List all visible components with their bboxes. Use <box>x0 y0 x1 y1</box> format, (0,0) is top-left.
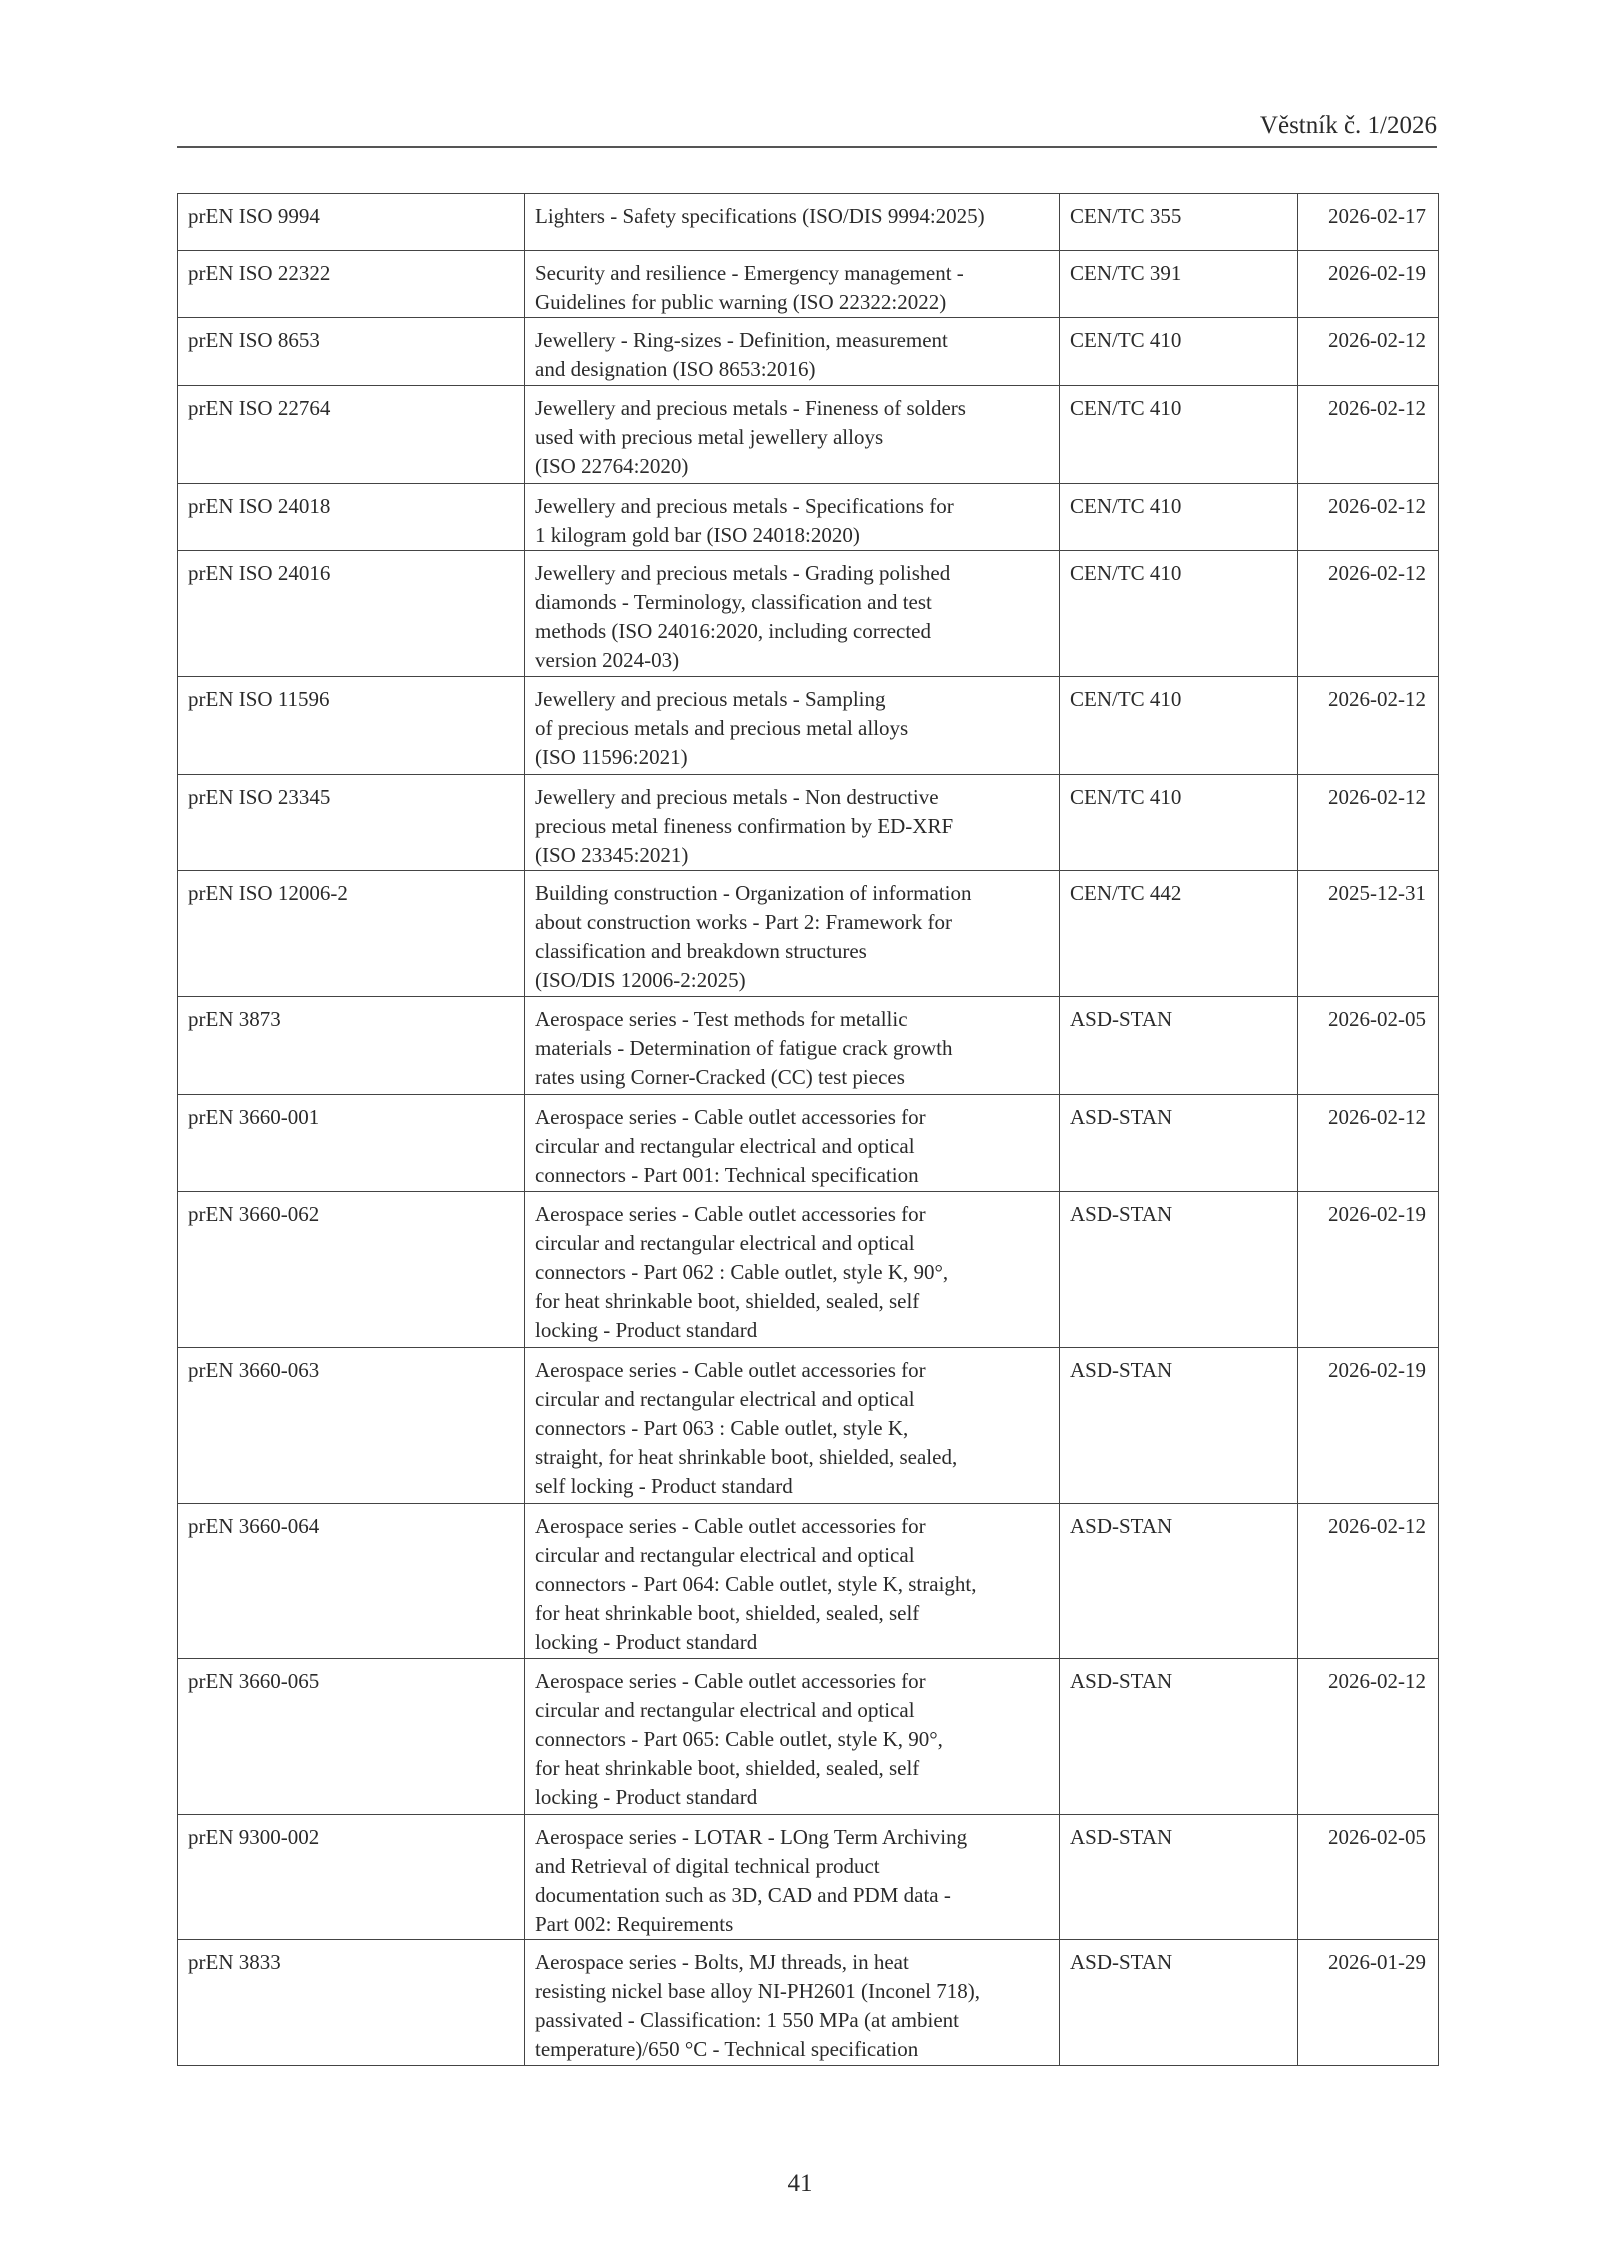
title-line: locking - Product standard <box>535 1318 758 1342</box>
title-line: circular and rectangular electrical and optical <box>535 1231 915 1255</box>
technical-committee: CEN/TC 442 <box>1060 871 1298 997</box>
table-row <box>178 1095 1439 1192</box>
standard-title <box>525 551 1060 677</box>
title-line: circular and rectangular electrical and optical <box>535 1134 915 1158</box>
standard-code: prEN 3660-064 <box>178 1504 525 1659</box>
table-row <box>178 1815 1439 1940</box>
standard-title <box>525 318 1060 386</box>
standard-code: prEN ISO 22764 <box>178 386 525 484</box>
title-line: materials - Determination of fatigue crack growth <box>535 1036 953 1060</box>
standard-code: prEN ISO 11596 <box>178 677 525 775</box>
deadline-date: 2026-02-12 <box>1298 484 1439 551</box>
title-line: connectors - Part 063 : Cable outlet, style K, <box>535 1416 909 1440</box>
title-line: documentation such as 3D, CAD and PDM data - <box>535 1883 951 1907</box>
title-line: temperature)/650 °C - Technical specification <box>535 2037 919 2061</box>
title-line: version 2024-03) <box>535 648 680 672</box>
title-line: Aerospace series - Cable outlet accessories for <box>535 1514 926 1538</box>
technical-committee: ASD-STAN <box>1060 1504 1298 1659</box>
standard-title <box>525 386 1060 484</box>
standard-title <box>525 997 1060 1095</box>
standard-title <box>525 194 1060 251</box>
title-line: diamonds - Terminology, classification and test <box>535 590 932 614</box>
standard-title <box>525 1659 1060 1815</box>
title-line: circular and rectangular electrical and optical <box>535 1387 915 1411</box>
title-line: locking - Product standard <box>535 1785 758 1809</box>
header-divider <box>177 146 1437 148</box>
standard-title <box>525 871 1060 997</box>
title-line: Aerospace series - Cable outlet accessories for <box>535 1202 926 1226</box>
deadline-date: 2026-02-05 <box>1298 997 1439 1095</box>
standard-title <box>525 1192 1060 1348</box>
title-line: passivated - Classification: 1 550 MPa (at ambient <box>535 2008 959 2032</box>
table-row <box>178 1192 1439 1348</box>
standard-title <box>525 251 1060 318</box>
technical-committee: CEN/TC 410 <box>1060 551 1298 677</box>
table-row <box>178 318 1439 386</box>
title-line: Aerospace series - LOTAR - LOng Term Archiving <box>535 1825 968 1849</box>
title-line: (ISO/DIS 12006-2:2025) <box>535 968 746 992</box>
deadline-date: 2025-12-31 <box>1298 871 1439 997</box>
deadline-date: 2026-02-12 <box>1298 386 1439 484</box>
technical-committee: ASD-STAN <box>1060 1815 1298 1940</box>
technical-committee: CEN/TC 410 <box>1060 318 1298 386</box>
title-line: classification and breakdown structures <box>535 939 867 963</box>
title-line: for heat shrinkable boot, shielded, sealed, self <box>535 1756 920 1780</box>
title-line: 1 kilogram gold bar (ISO 24018:2020) <box>535 523 860 547</box>
standard-code: prEN ISO 9994 <box>178 194 525 251</box>
deadline-date: 2026-02-19 <box>1298 251 1439 318</box>
table-row <box>178 194 1439 251</box>
title-line: Aerospace series - Cable outlet accessories for <box>535 1669 926 1693</box>
title-line: Guidelines for public warning (ISO 22322:2022) <box>535 290 947 314</box>
technical-committee: ASD-STAN <box>1060 997 1298 1095</box>
deadline-date: 2026-02-12 <box>1298 551 1439 677</box>
table-row <box>178 1348 1439 1504</box>
title-line: about construction works - Part 2: Framework for <box>535 910 952 934</box>
deadline-date: 2026-02-12 <box>1298 775 1439 871</box>
standard-code: prEN ISO 23345 <box>178 775 525 871</box>
deadline-date: 2026-02-19 <box>1298 1192 1439 1348</box>
technical-committee: ASD-STAN <box>1060 1348 1298 1504</box>
title-line: Part 002: Requirements <box>535 1912 734 1936</box>
title-line: Aerospace series - Cable outlet accessories for <box>535 1358 926 1382</box>
standard-code: prEN ISO 24016 <box>178 551 525 677</box>
technical-committee: CEN/TC 355 <box>1060 194 1298 251</box>
standard-code: prEN 3660-065 <box>178 1659 525 1815</box>
title-line: connectors - Part 001: Technical specification <box>535 1163 919 1187</box>
title-line: Aerospace series - Test methods for metallic <box>535 1007 908 1031</box>
title-line: for heat shrinkable boot, shielded, sealed, self <box>535 1289 920 1313</box>
technical-committee: ASD-STAN <box>1060 1095 1298 1192</box>
page-number: 41 <box>787 2170 813 2197</box>
table-row <box>178 997 1439 1095</box>
standard-code: prEN 3833 <box>178 1940 525 2066</box>
technical-committee: ASD-STAN <box>1060 1940 1298 2066</box>
standard-code: prEN 3660-001 <box>178 1095 525 1192</box>
title-line: methods (ISO 24016:2020, including corrected <box>535 619 932 643</box>
title-line: (ISO 23345:2021) <box>535 843 689 867</box>
standard-code: prEN ISO 22322 <box>178 251 525 318</box>
technical-committee: CEN/TC 410 <box>1060 677 1298 775</box>
title-line: resisting nickel base alloy NI-PH2601 (Inconel 718), <box>535 1979 980 2003</box>
deadline-date: 2026-02-05 <box>1298 1815 1439 1940</box>
technical-committee: CEN/TC 410 <box>1060 484 1298 551</box>
standard-code: prEN 3660-063 <box>178 1348 525 1504</box>
table-row <box>178 677 1439 775</box>
table-row <box>178 871 1439 997</box>
title-line: self locking - Product standard <box>535 1474 793 1498</box>
title-line: Jewellery - Ring-sizes - Definition, measurement <box>535 328 948 352</box>
title-line: connectors - Part 065: Cable outlet, style K, 90°, <box>535 1727 943 1751</box>
deadline-date: 2026-02-17 <box>1298 194 1439 251</box>
deadline-date: 2026-01-29 <box>1298 1940 1439 2066</box>
title-line: for heat shrinkable boot, shielded, sealed, self <box>535 1601 920 1625</box>
table-row <box>178 775 1439 871</box>
standard-title <box>525 1095 1060 1192</box>
standard-title <box>525 1348 1060 1504</box>
table-row <box>178 1940 1439 2066</box>
table-row <box>178 386 1439 484</box>
standard-code: prEN 9300-002 <box>178 1815 525 1940</box>
standard-code: prEN 3873 <box>178 997 525 1095</box>
title-line: Jewellery and precious metals - Sampling <box>535 687 886 711</box>
title-line: Jewellery and precious metals - Non destructive <box>535 785 939 809</box>
standard-title <box>525 677 1060 775</box>
title-line: circular and rectangular electrical and optical <box>535 1543 915 1567</box>
standard-title <box>525 1940 1060 2066</box>
technical-committee: CEN/TC 391 <box>1060 251 1298 318</box>
table-row <box>178 484 1439 551</box>
table-row <box>178 1659 1439 1815</box>
table-row <box>178 1504 1439 1659</box>
deadline-date: 2026-02-12 <box>1298 1659 1439 1815</box>
technical-committee: ASD-STAN <box>1060 1659 1298 1815</box>
title-line: Jewellery and precious metals - Specifications for <box>535 494 954 518</box>
standard-code: prEN 3660-062 <box>178 1192 525 1348</box>
bulletin-header: Věstník č. 1/2026 <box>1259 112 1437 139</box>
title-line: and designation (ISO 8653:2016) <box>535 357 816 381</box>
technical-committee: ASD-STAN <box>1060 1192 1298 1348</box>
standard-title <box>525 775 1060 871</box>
title-line: Jewellery and precious metals - Grading polished <box>535 561 951 585</box>
title-line: of precious metals and precious metal alloys <box>535 716 909 740</box>
title-line: Lighters - Safety specifications (ISO/DIS 9994:2025) <box>535 204 985 228</box>
title-line: Aerospace series - Bolts, MJ threads, in heat <box>535 1950 909 1974</box>
title-line: Aerospace series - Cable outlet accessories for <box>535 1105 926 1129</box>
table-row <box>178 551 1439 677</box>
title-line: (ISO 11596:2021) <box>535 745 688 769</box>
technical-committee: CEN/TC 410 <box>1060 775 1298 871</box>
title-line: locking - Product standard <box>535 1630 758 1654</box>
deadline-date: 2026-02-12 <box>1298 1504 1439 1659</box>
title-line: (ISO 22764:2020) <box>535 454 689 478</box>
standard-code: prEN ISO 24018 <box>178 484 525 551</box>
table-row <box>178 251 1439 318</box>
deadline-date: 2026-02-12 <box>1298 1095 1439 1192</box>
technical-committee: CEN/TC 410 <box>1060 386 1298 484</box>
standard-title <box>525 1815 1060 1940</box>
title-line: connectors - Part 064: Cable outlet, style K, straight, <box>535 1572 977 1596</box>
title-line: Jewellery and precious metals - Fineness of solders <box>535 396 966 420</box>
standard-code: prEN ISO 12006-2 <box>178 871 525 997</box>
standards-table <box>177 193 1439 2066</box>
title-line: precious metal fineness confirmation by ED-XRF <box>535 814 954 838</box>
standard-code: prEN ISO 8653 <box>178 318 525 386</box>
standard-title <box>525 484 1060 551</box>
title-line: rates using Corner-Cracked (CC) test pieces <box>535 1065 905 1089</box>
deadline-date: 2026-02-19 <box>1298 1348 1439 1504</box>
deadline-date: 2026-02-12 <box>1298 318 1439 386</box>
deadline-date: 2026-02-12 <box>1298 677 1439 775</box>
title-line: used with precious metal jewellery alloys <box>535 425 884 449</box>
title-line: Security and resilience - Emergency management - <box>535 261 964 285</box>
title-line: Building construction - Organization of information <box>535 881 972 905</box>
standard-title <box>525 1504 1060 1659</box>
title-line: and Retrieval of digital technical product <box>535 1854 880 1878</box>
title-line: straight, for heat shrinkable boot, shielded, sealed, <box>535 1445 958 1469</box>
title-line: circular and rectangular electrical and optical <box>535 1698 915 1722</box>
title-line: connectors - Part 062 : Cable outlet, style K, 90°, <box>535 1260 949 1284</box>
